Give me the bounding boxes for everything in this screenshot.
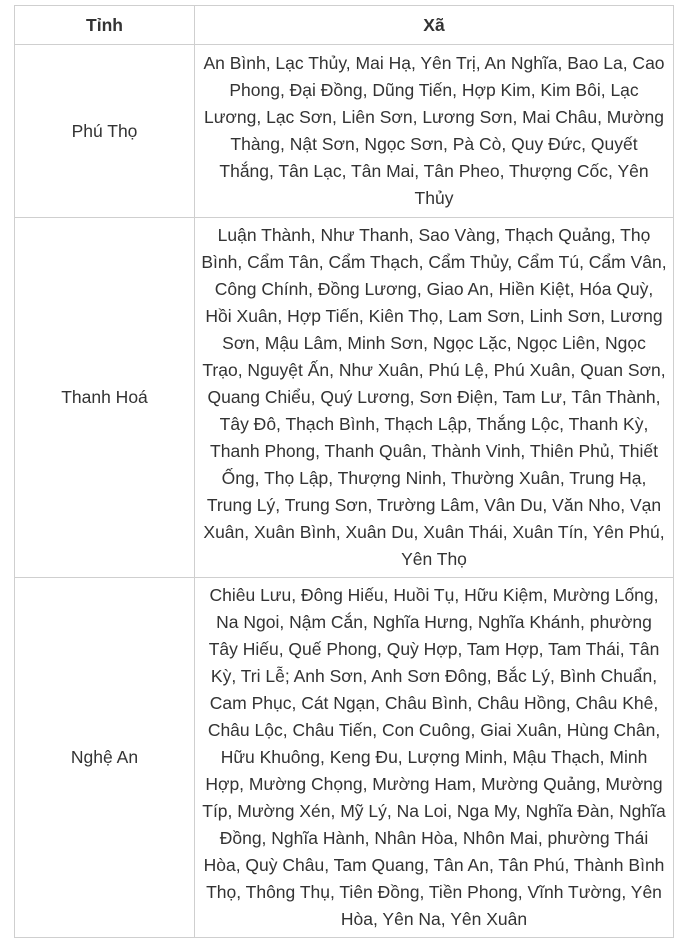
province-cell: Nghệ An [15, 578, 195, 938]
table-row [15, 45, 674, 218]
column-header-province: Tỉnh [15, 6, 195, 45]
province-cell: Thanh Hoá [15, 218, 195, 578]
table-row [15, 578, 674, 938]
communes-cell: Luận Thành, Như Thanh, Sao Vàng, Thạch Quảng, Thọ Bình, Cẩm Tân, Cẩm Thạch, Cẩm Thủy, Cẩm Tú, Cẩm Vân, Công Chính, Đồng Lương, Giao An, Hiền Kiệt, Hóa Quỳ, Hồi Xuân, Hợp Tiến, Kiên Thọ, Lam Sơn, Linh Sơn, Lương Sơn, Mậu Lâm, Minh Sơn, Ngọc Lặc, Ngọc Liên, Ngọc Trạo, Nguyệt Ấn, Như Xuân, Phú Lệ, Phú Xuân, Quan Sơn, Quang Chiểu, Quý Lương, Sơn Điện, Tam Lư, Tân Thành, Tây Đô, Thạch Bình, Thạch Lập, Thắng Lộc, Thanh Kỳ, Thanh Phong, Thanh Quân, Thành Vinh, Thiên Phủ, Thiết Ống, Thọ Lập, Thượng Ninh, Thường Xuân, Trung Hạ, Trung Lý, Trung Sơn, Trường Lâm, Vân Du, Văn Nho, Vạn Xuân, Xuân Bình, Xuân Du, Xuân Thái, Xuân Tín, Yên Phú, Yên Thọ [195, 218, 674, 578]
column-header-communes: Xã [195, 6, 674, 45]
table-header-row [15, 6, 674, 45]
table-row [15, 218, 674, 578]
communes-cell: Chiêu Lưu, Đông Hiếu, Huồi Tụ, Hữu Kiệm, Mường Lống, Na Ngoi, Nậm Cắn, Nghĩa Hưng, Nghĩa Khánh, phường Tây Hiếu, Quế Phong, Quỳ Hợp, Tam Hợp, Tam Thái, Tân Kỳ, Tri Lễ; Anh Sơn, Anh Sơn Đông, Bắc Lý, Bình Chuẩn, Cam Phục, Cát Ngạn, Châu Bình, Châu Hồng, Châu Khê, Châu Lộc, Châu Tiến, Con Cuông, Giai Xuân, Hùng Chân, Hữu Khuông, Keng Đu, Lượng Minh, Mậu Thạch, Minh Hợp, Mường Chọng, Mường Ham, Mường Quảng, Mường Típ, Mường Xén, Mỹ Lý, Na Loi, Nga My, Nghĩa Đàn, Nghĩa Đồng, Nghĩa Hành, Nhân Hòa, Nhôn Mai, phường Thái Hòa, Quỳ Châu, Tam Quang, Tân An, Tân Phú, Thành Bình Thọ, Thông Thụ, Tiên Đồng, Tiền Phong, Vĩnh Tường, Yên Hòa, Yên Na, Yên Xuân [195, 578, 674, 938]
province-commune-table [14, 5, 674, 938]
province-cell: Phú Thọ [15, 45, 195, 218]
communes-cell: An Bình, Lạc Thủy, Mai Hạ, Yên Trị, An Nghĩa, Bao La, Cao Phong, Đại Đồng, Dũng Tiến, Hợp Kim, Kim Bôi, Lạc Lương, Lạc Sơn, Liên Sơn, Lương Sơn, Mai Châu, Mường Thàng, Nật Sơn, Ngọc Sơn, Pà Cò, Quy Đức, Quyết Thắng, Tân Lạc, Tân Mai, Tân Pheo, Thượng Cốc, Yên Thủy [195, 45, 674, 218]
